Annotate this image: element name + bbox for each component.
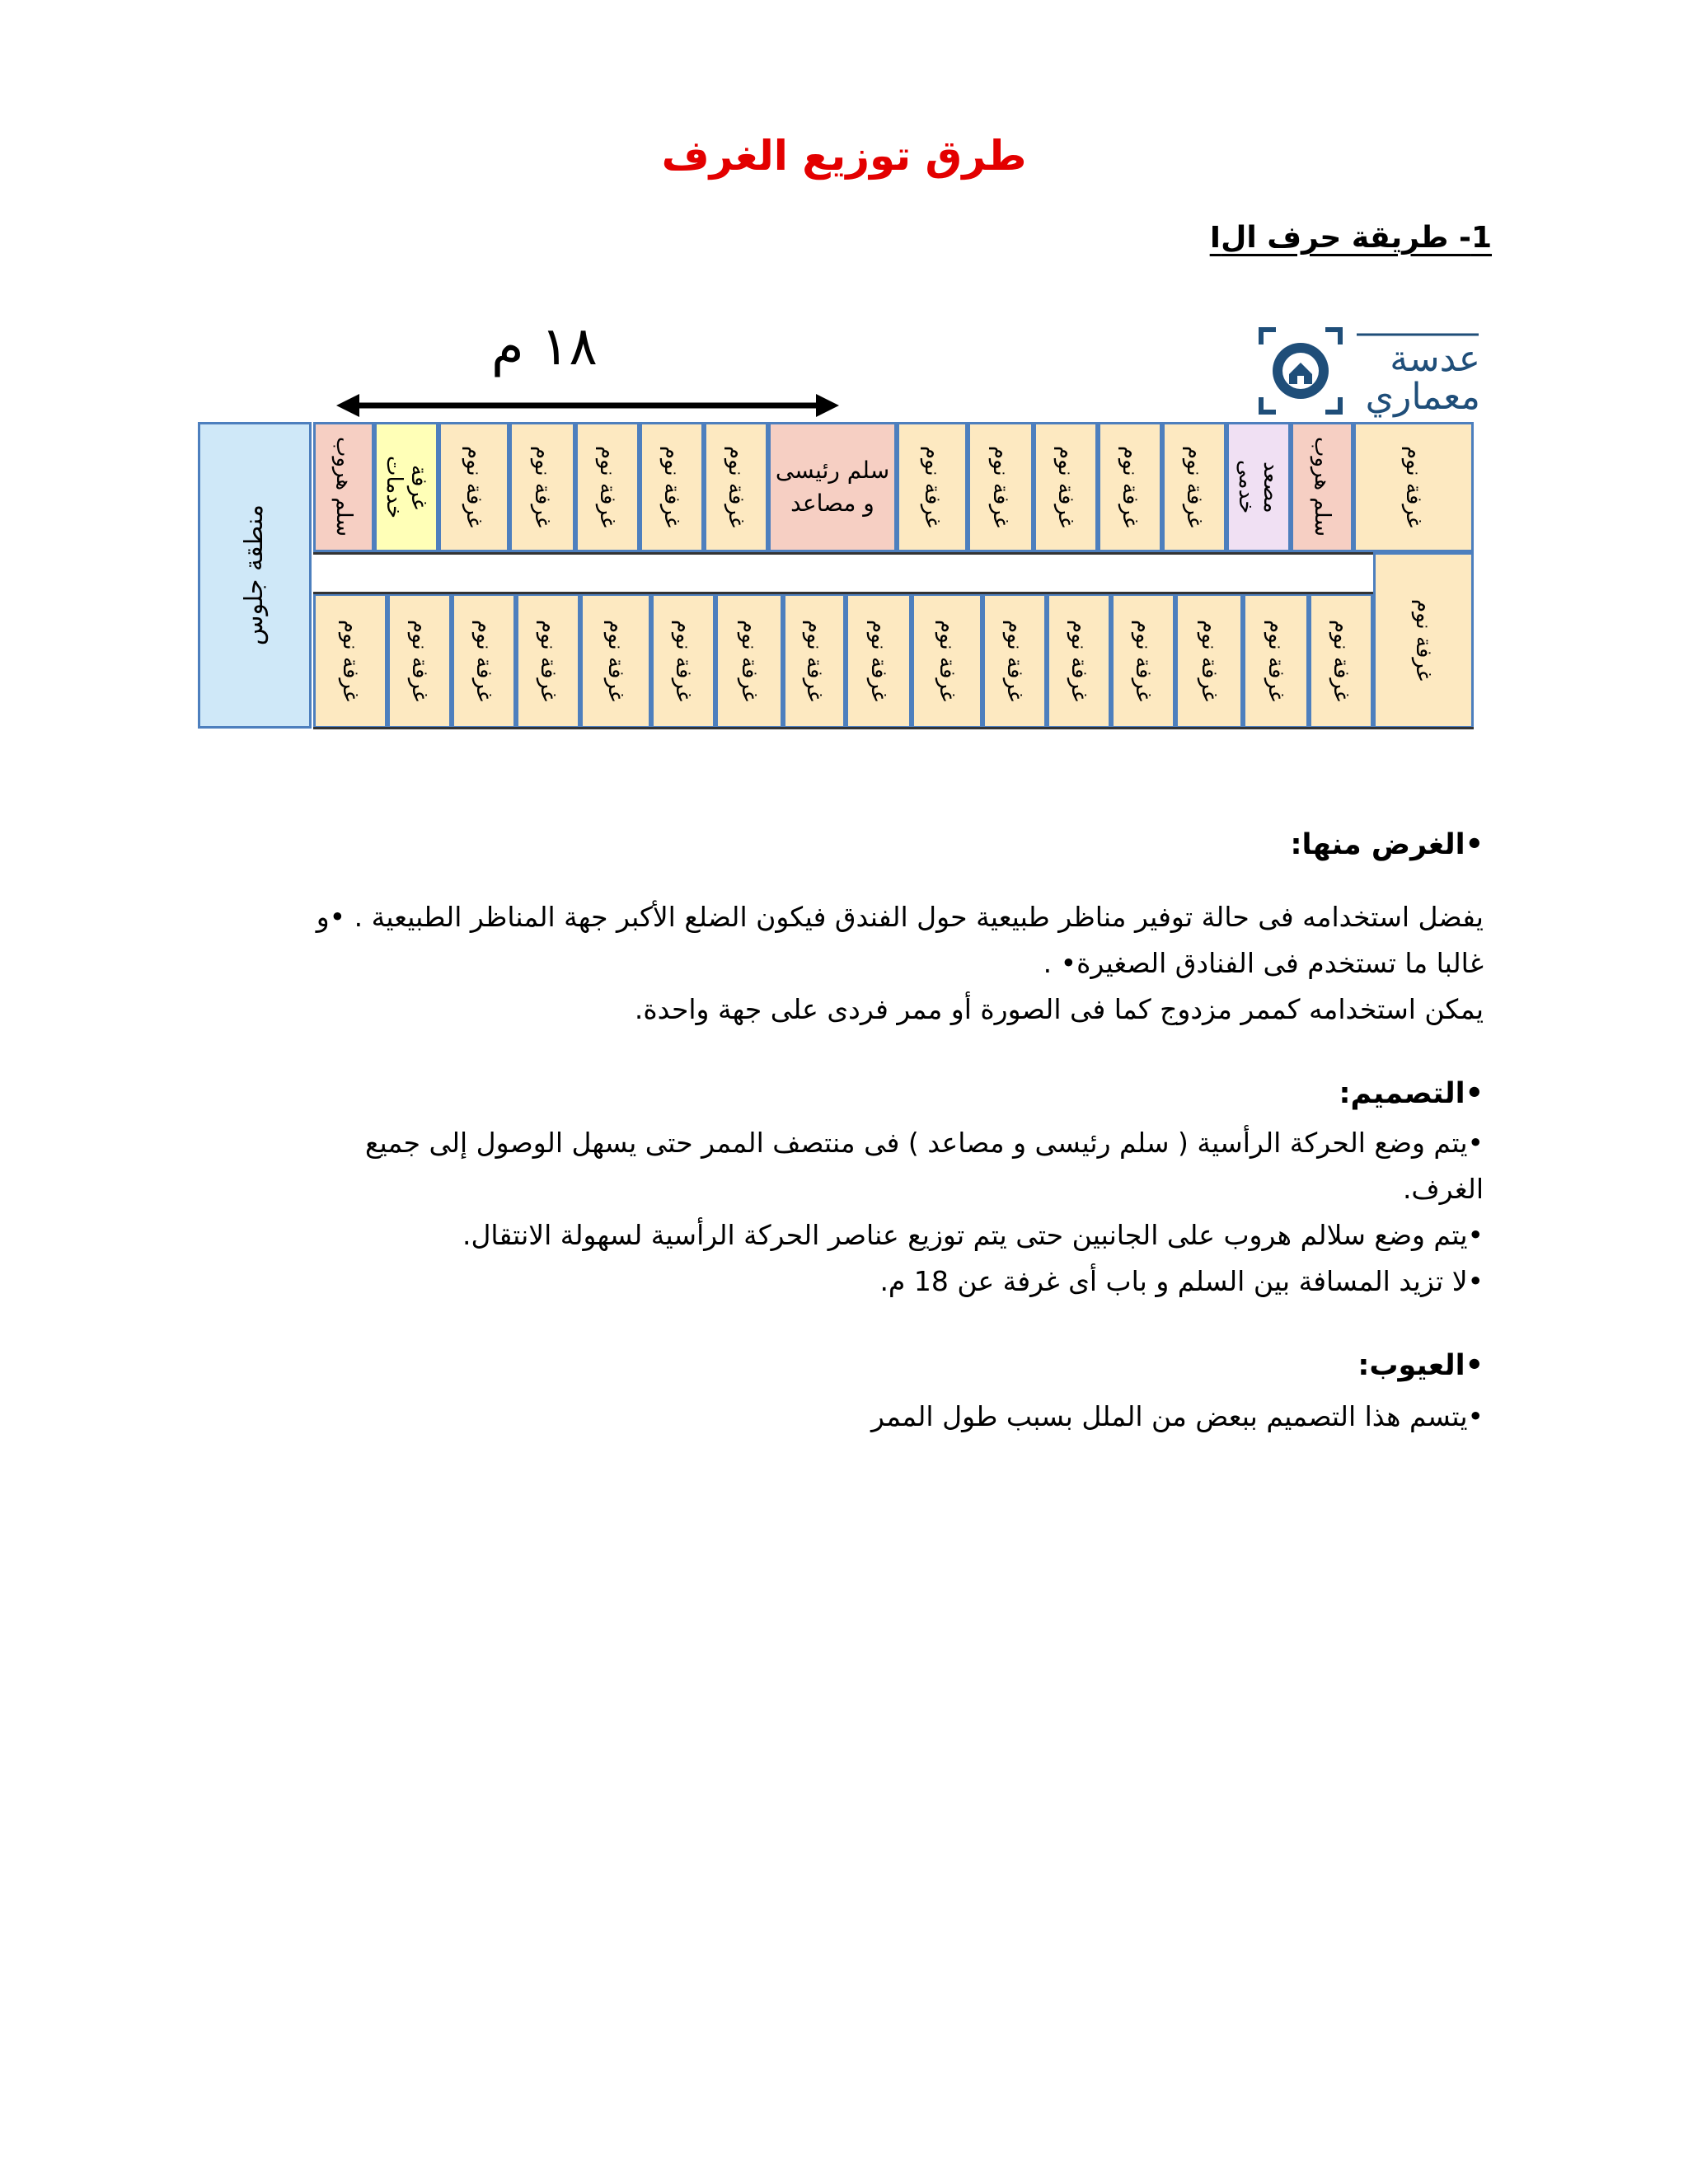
bedroom-cell — [580, 593, 651, 729]
bedroom-cell — [387, 593, 452, 729]
bedroom-label: غرفة نوم — [935, 620, 959, 702]
bedroom-label: غرفة نوم — [724, 446, 748, 528]
bedroom-cell — [982, 593, 1047, 729]
bedroom-cell — [968, 422, 1034, 552]
purpose-line-3: يمكن استخدامه كممر مزدوج كما فى الصورة أو ممر فردى على جهة واحدة. — [634, 993, 1484, 1025]
bedroom-cell — [640, 422, 704, 552]
bedroom-cell — [509, 422, 575, 552]
service-lift-cell — [1226, 422, 1291, 552]
bedroom-cell — [516, 593, 580, 729]
bedroom-cell — [704, 422, 768, 552]
bedroom-cell — [575, 422, 640, 552]
bedroom-cell — [846, 593, 912, 729]
bedroom-cell — [1098, 422, 1162, 552]
bedroom-label: غرفة نوم — [1002, 620, 1027, 702]
bedroom-label: غرفة نوم — [603, 620, 628, 702]
corridor-edge — [313, 552, 1373, 555]
bedroom-cell — [912, 593, 982, 729]
bedroom-label: غرفة نوم — [530, 446, 555, 528]
bedroom-label: غرفة نوم — [1053, 446, 1078, 528]
defects-section — [1357, 1345, 1484, 1386]
page-title: طرق توزيع الغرف — [661, 132, 1027, 180]
bedroom-cell — [1353, 422, 1474, 552]
escape-stair-label: سلم هروب — [331, 437, 356, 537]
design-line-3: •يتم وضع سلالم هروب على الجانبين حتى يتم توزيع عناصر الحركة الرأسية لسهولة الانتقال. — [462, 1219, 1484, 1251]
bedroom-cell — [1243, 593, 1309, 729]
bedroom-cell — [783, 593, 846, 729]
bedroom-label: غرفة نوم — [1197, 620, 1221, 702]
bedroom-cell — [1309, 593, 1373, 729]
service-room-label: غرفة خدمات — [382, 455, 431, 519]
bedroom-cell — [1111, 593, 1175, 729]
bedroom-label: غرفة نوم — [802, 620, 827, 702]
purpose-section — [1290, 824, 1484, 865]
bedroom-cell — [438, 422, 509, 552]
defects-paragraph — [871, 1396, 1484, 1437]
main-stair-elevators-label: سلم رئيسى و مصاعد — [775, 457, 890, 517]
bedroom-label: غرفة نوم — [671, 620, 696, 702]
bedroom-label: غرفة نوم — [407, 620, 432, 702]
bedroom-cell — [313, 593, 387, 729]
bedroom-cell — [1373, 552, 1474, 729]
bedroom-label: غرفة نوم — [1264, 620, 1288, 702]
bedroom-cell — [715, 593, 783, 729]
design-section — [1339, 1073, 1484, 1114]
sitting-area-label: منطقة جلوس — [240, 504, 269, 646]
design-paragraph — [365, 1122, 1484, 1302]
design-heading: •التصميم: — [1339, 1077, 1484, 1110]
bedroom-label: غرفة نوم — [1067, 620, 1091, 702]
bedroom-label: غرفة نوم — [1182, 446, 1207, 528]
bedroom-label: غرفة نوم — [338, 620, 363, 702]
escape-stair-label: سلم هروب — [1310, 437, 1334, 537]
bedroom-label: غرفة نوم — [1131, 620, 1156, 702]
purpose-paragraph — [316, 897, 1484, 1030]
bedroom-label: غرفة نوم — [595, 446, 620, 528]
bedroom-label: غرفة نوم — [471, 620, 496, 702]
dimension-arrow — [336, 389, 839, 422]
bedroom-label: غرفة نوم — [536, 620, 560, 702]
escape-stair-cell — [313, 422, 374, 552]
logo — [1258, 326, 1485, 419]
bedroom-label: غرفة نوم — [1118, 446, 1142, 528]
logo-text-line2: معماري — [1365, 376, 1480, 418]
design-line-4: •لا تزيد المسافة بين السلم و باب أى غرفة عن 18 م. — [879, 1265, 1484, 1297]
bedroom-label: غرفة نوم — [1401, 446, 1426, 528]
camera-lens-house-icon — [1261, 330, 1340, 412]
purpose-heading: •الغرض منها: — [1290, 828, 1484, 861]
corridor-edge — [313, 727, 1474, 729]
bedroom-cell — [1162, 422, 1226, 552]
service-room-cell — [374, 422, 438, 552]
section-heading-i-method: 1- طريقة حرف الI — [1209, 221, 1492, 255]
bedroom-cell — [651, 593, 715, 729]
bedroom-cell — [1034, 422, 1098, 552]
design-line-2: الغرف. — [1402, 1173, 1484, 1205]
bedroom-cell — [1047, 593, 1111, 729]
purpose-line-2: غالبا ما تستخدم فى الفنادق الصغيرة• . — [1043, 947, 1484, 979]
logo-text-line1: عدسة — [1390, 338, 1480, 380]
dimension-label: ١٨ م — [491, 316, 598, 377]
bedroom-label: غرفة نوم — [920, 446, 945, 528]
escape-stair-cell — [1291, 422, 1353, 552]
bedroom-cell — [897, 422, 968, 552]
bedroom-label: غرفة نوم — [737, 620, 762, 702]
design-line-1: •يتم وضع الحركة الرأسية ( سلم رئيسى و مصاعد ) فى منتصف الممر حتى يسهل الوصول إلى جميع — [364, 1127, 1484, 1159]
defects-heading: •العيوب: — [1357, 1349, 1484, 1382]
bedroom-label: غرفة نوم — [462, 446, 486, 528]
defects-line-1: •يتسم هذا التصميم ببعض من الملل بسبب طول الممر — [871, 1400, 1484, 1432]
bedroom-label: غرفة نوم — [659, 446, 684, 528]
sitting-area-cell — [198, 422, 312, 729]
corridor-edge — [313, 592, 1373, 594]
bedroom-label: غرفة نوم — [1329, 620, 1353, 702]
bedroom-label: غرفة نوم — [988, 446, 1013, 528]
service-lift-label: مصعد خدمى — [1234, 460, 1283, 514]
bedroom-label: غرفة نوم — [866, 620, 891, 702]
bedroom-label: غرفة نوم — [1411, 599, 1436, 682]
purpose-line-1: يفضل استخدامه فى حالة توفير مناظر طبيعية حول الفندق فيكون الضلع الأكبر جهة المناظر الطبيعية . •و — [316, 901, 1484, 933]
bedroom-cell — [452, 593, 516, 729]
main-stair-elevators-cell — [768, 422, 897, 552]
bedroom-cell — [1175, 593, 1243, 729]
